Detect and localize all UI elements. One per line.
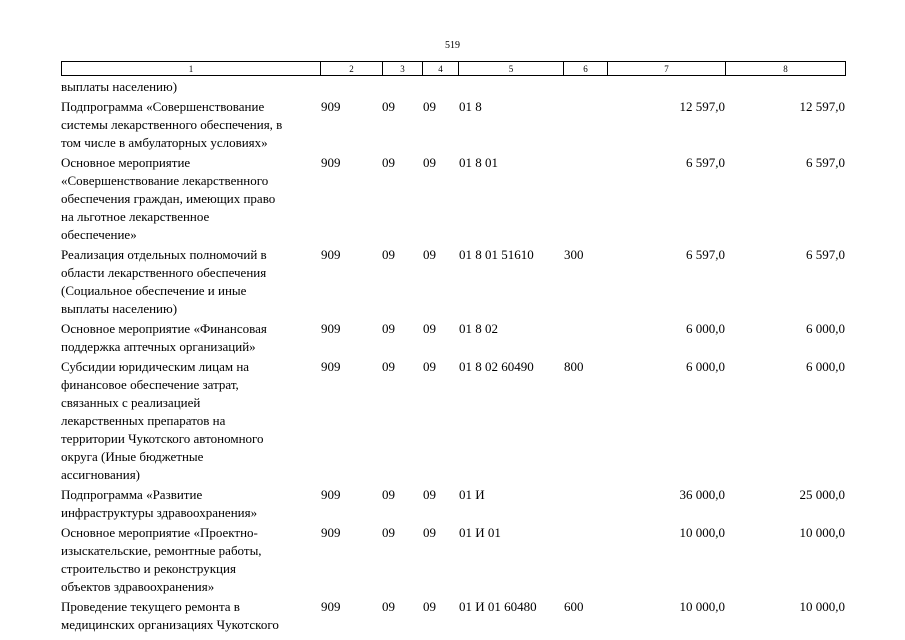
row-section: 09 [382,599,395,614]
row-amount-year1: 12 597,0 [679,99,725,114]
row-code: 909 [321,99,341,114]
row-expense-type: 800 [564,359,584,374]
row-name-line: том числе в амбулаторных условиях» [61,135,268,150]
column-number-header [61,61,846,76]
row-name-line: поддержка аптечных организаций» [61,339,256,354]
row-amount-year1: 6 597,0 [686,155,725,170]
row-subsection: 09 [423,487,436,502]
row-subsection: 09 [423,155,436,170]
column-number-4: 4 [423,62,459,76]
row-name-line: выплаты населению) [61,301,178,316]
column-number-1: 1 [62,62,321,76]
row-name-line: финансовое обеспечение затрат, [61,377,239,392]
row-name-line: Основное мероприятие [61,155,191,170]
row-name-line: Подпрограмма «Совершенствование [61,99,265,114]
row-code: 909 [321,525,341,540]
row-name-line: области лекарственного обеспечения [61,265,267,280]
row-target-article: 01 8 01 [459,155,498,170]
row-name-line: на льготное лекарственное [61,209,210,224]
row-target-article: 01 8 02 60490 [459,359,534,374]
row-name-line: обеспечение» [61,227,137,242]
row-name-line: медицинских организациях Чукотского [61,617,279,632]
continuation-row [61,78,845,96]
row-subsection: 09 [423,599,436,614]
column-number-5: 5 [459,62,564,76]
row-name-line: Реализация отдельных полномочий в [61,247,267,262]
row-code: 909 [321,321,341,336]
row-expense-type: 300 [564,247,584,262]
row-amount-year2: 6 000,0 [806,321,845,336]
row-subsection: 09 [423,247,436,262]
row-section: 09 [382,247,395,262]
row-name [61,98,313,152]
table-row [61,486,845,522]
row-name-line: инфраструктуры здравоохранения» [61,505,258,520]
table-row [61,524,845,596]
row-name-line: выплаты населению) [61,79,178,94]
row-section: 09 [382,155,395,170]
row-name-line: округа (Иные бюджетные [61,449,204,464]
row-name [61,486,313,522]
row-amount-year1: 6 597,0 [686,247,725,262]
row-amount-year2: 12 597,0 [799,99,845,114]
row-code: 909 [321,487,341,502]
row-target-article: 01 8 [459,99,482,114]
row-name [61,358,313,484]
row-amount-year2: 6 597,0 [806,155,845,170]
row-subsection: 09 [423,525,436,540]
row-name-line: связанных с реализацией [61,395,201,410]
row-amount-year2: 6 597,0 [806,247,845,262]
row-target-article: 01 И 01 [459,525,501,540]
row-code: 909 [321,155,341,170]
row-name-line: объектов здравоохранения» [61,579,215,594]
row-code: 909 [321,359,341,374]
row-name-line: системы лекарственного обеспечения, в [61,117,283,132]
row-name [61,78,313,96]
row-amount-year2: 6 000,0 [806,359,845,374]
table-row [61,246,845,318]
table-row [61,598,845,634]
column-number-2: 2 [321,62,383,76]
row-name-line: изыскательские, ремонтные работы, [61,543,262,558]
row-target-article: 01 И 01 60480 [459,599,537,614]
row-section: 09 [382,99,395,114]
row-name-line: Проведение текущего ремонта в [61,599,240,614]
row-name-line: ассигнования) [61,467,141,482]
row-section: 09 [382,525,395,540]
row-section: 09 [382,487,395,502]
row-amount-year1: 10 000,0 [679,525,725,540]
row-amount-year2: 10 000,0 [799,525,845,540]
row-name [61,246,313,318]
column-number-6: 6 [564,62,608,76]
column-number-8: 8 [726,62,846,76]
row-amount-year1: 6 000,0 [686,359,725,374]
row-code: 909 [321,599,341,614]
budget-table-body [61,78,845,634]
row-name [61,598,313,634]
row-name-line: Основное мероприятие «Проектно- [61,525,258,540]
row-target-article: 01 8 02 [459,321,498,336]
table-row [61,154,845,244]
row-name-line: Субсидии юридическим лицам на [61,359,250,374]
row-name-line: (Социальное обеспечение и иные [61,283,247,298]
table-row [61,358,845,484]
row-expense-type: 600 [564,599,584,614]
table-row [61,320,845,356]
table-row [61,98,845,152]
page-number: 519 [445,40,460,51]
row-code: 909 [321,247,341,262]
row-subsection: 09 [423,321,436,336]
row-target-article: 01 8 01 51610 [459,247,534,262]
row-amount-year1: 36 000,0 [679,487,725,502]
column-number-3: 3 [383,62,423,76]
row-section: 09 [382,359,395,374]
row-name-line: «Совершенствование лекарственного [61,173,269,188]
row-name [61,320,313,356]
column-number-7: 7 [608,62,726,76]
row-name-line: Основное мероприятие «Финансовая [61,321,267,336]
row-name-line: обеспечения граждан, имеющих право [61,191,276,206]
row-name-line: Подпрограмма «Развитие [61,487,203,502]
row-amount-year1: 6 000,0 [686,321,725,336]
row-name-line: лекарственных препаратов на [61,413,226,428]
row-name-line: строительство и реконструкция [61,561,236,576]
row-amount-year1: 10 000,0 [679,599,725,614]
row-name-line: территории Чукотского автономного [61,431,264,446]
row-name [61,524,313,596]
row-amount-year2: 10 000,0 [799,599,845,614]
row-target-article: 01 И [459,487,485,502]
row-section: 09 [382,321,395,336]
row-subsection: 09 [423,359,436,374]
row-name [61,154,313,244]
row-amount-year2: 25 000,0 [799,487,845,502]
row-subsection: 09 [423,99,436,114]
